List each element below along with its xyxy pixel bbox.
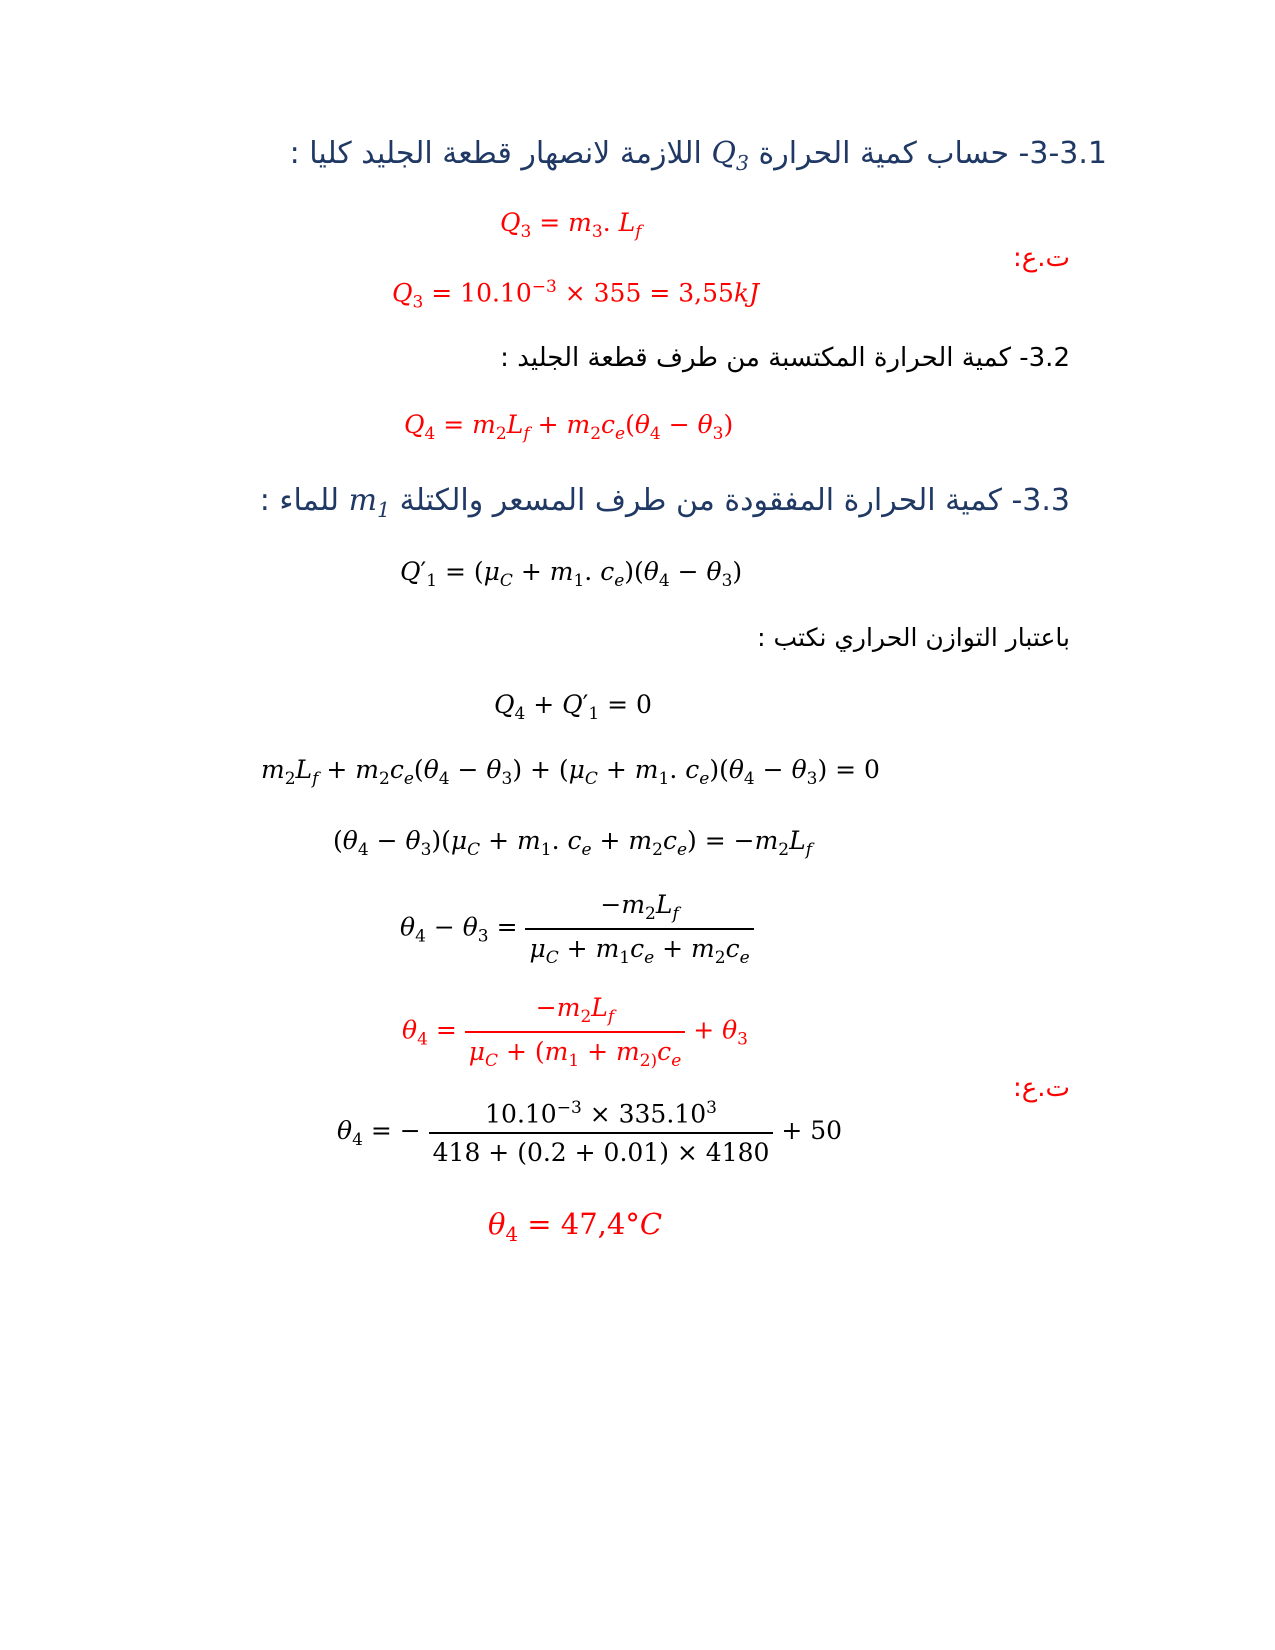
section-3-1-text-before: حساب كمية الحرارة [758, 136, 1009, 171]
equation-theta-difference: $\theta_4 - \theta_3$ = $\frac{-m_2L_f}{\mu_C + m_1c_e + m_2c_e}$ [400, 890, 754, 968]
equation-q1-prime: $Q'_1 = (\mu_C + m_1$. $c_e)(\theta_4 - \theta_3)$ [400, 557, 743, 591]
fraction: $\frac{-m_2L_f}{\mu_C + (m_1 + m_{2)}c_e}$ [465, 993, 686, 1071]
equation-balance: $Q_4 + Q'_1 = 0$ [494, 690, 652, 724]
equation-theta4-numeric: $\theta_4$ = − $\frac{10.10^{-3} \times 335.10^3}{418 + (0.2 + 0.01) \times 4180}$ + 50 [337, 1098, 843, 1168]
equation-theta4-result: $\theta_4 = 47,4^\circ C$ [488, 1207, 663, 1246]
equation-q4-formula: $Q_4 = m_2L_f + m_2c_e(\theta_4 - \theta_3)$ [404, 410, 734, 444]
section-3-1-number: 3-3.1- [1018, 136, 1107, 171]
section-3-3-symbol: $m_1$ [348, 483, 391, 522]
section-3-3-text-before: 3.3- كمية الحرارة المفقودة من طرف المسعر والكتلة [399, 483, 1070, 518]
section-3-3-heading [260, 483, 1070, 522]
section-3-1-symbol: $Q_3$ [711, 136, 749, 175]
equation-q3-formula: $Q_3 = m_3$. $L_f$ [500, 208, 642, 242]
section-3-2-heading: 3.2- كمية الحرارة المكتسبة من طرف قطعة الجليد : [500, 343, 1070, 373]
section-3-1-text-after: اللازمة لانصهار قطعة الجليد كليا : [289, 136, 702, 171]
equation-balance-expanded: $m_2L_f + m_2c_e(\theta_4 - \theta_3) + (\mu_C + m_1$. $c_e)(\theta_4 - \theta_3) = 0$ [261, 755, 880, 789]
section-3-3-text-after: للماء : [259, 483, 340, 518]
equation-factorized: $(\theta_4 - \theta_3)(\mu_C + m_1$. $c_e + m_2c_e) = -m_2L_f$ [333, 826, 813, 860]
thermal-balance-text: باعتبار التوازن الحراري نكتب : [757, 623, 1070, 652]
section-3-1-heading [290, 136, 1107, 175]
fraction: $\frac{10.10^{-3} \times 335.10^3}{418 + (0.2 + 0.01) \times 4180}$ [429, 1098, 774, 1167]
fraction: $\frac{-m_2L_f}{\mu_C + m_1c_e + m_2c_e}$ [525, 890, 753, 968]
equation-q3-value: $Q_3 = 10.10^{-3} \times 355 = 3,55kJ$ [392, 277, 760, 313]
numeric-application-label-2: ت.ع: [1012, 1073, 1070, 1103]
numeric-application-label: ت.ع: [1012, 243, 1070, 273]
equation-theta4-formula: $\theta_4$ = $\frac{-m_2L_f}{\mu_C + (m_1 + m_{2)}c_e}$ + $\theta_3$ [402, 993, 748, 1071]
